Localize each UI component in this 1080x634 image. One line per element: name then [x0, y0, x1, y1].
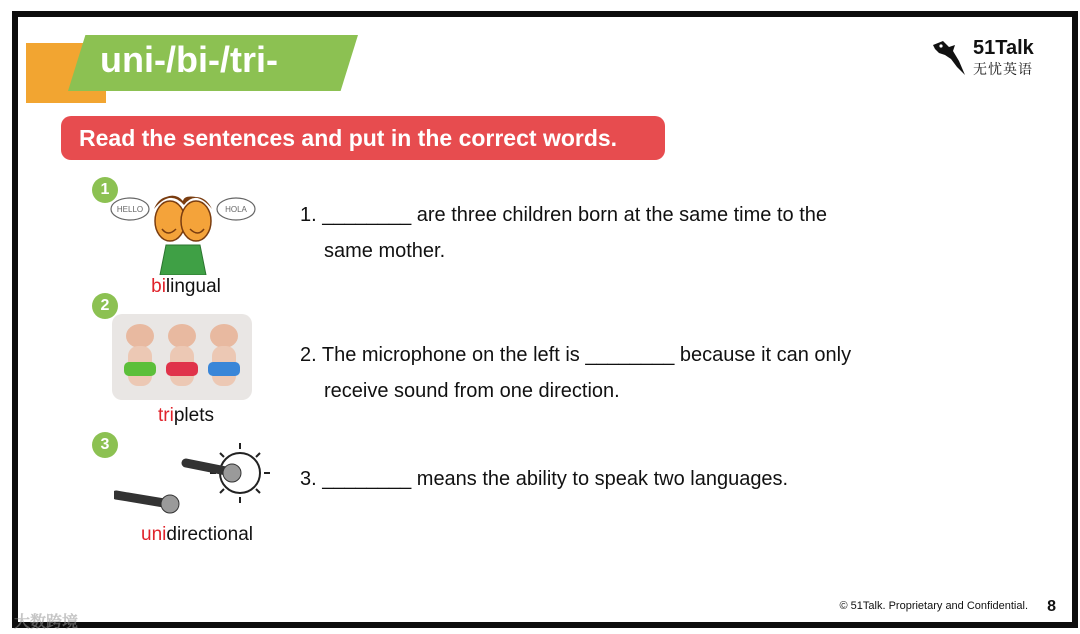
sentence-1	[300, 197, 827, 269]
word-unidirectional	[118, 524, 276, 546]
item-number-badge: 1	[92, 177, 118, 203]
sentence-line: 3. ________ means the ability to speak two languages.	[300, 468, 789, 490]
word-prefix: bi	[151, 276, 166, 297]
brand-logo	[929, 35, 1054, 79]
instruction-banner: Read the sentences and put in the correct words.	[61, 116, 665, 160]
word-rest: directional	[166, 524, 253, 545]
giraffe-logo-icon	[929, 37, 969, 77]
sentence-3	[300, 461, 788, 497]
word-bilingual	[126, 276, 246, 298]
sentence-line: 1. ________ are three children born at the same time to the	[300, 204, 828, 226]
word-rest: plets	[173, 405, 214, 426]
logo-brand-text: 51Talk	[973, 37, 1034, 59]
sentence-line: 2. The microphone on the left is ________ because it can only	[300, 344, 852, 366]
two-heads-speaking-icon	[110, 183, 256, 275]
word-prefix: tri	[158, 405, 174, 426]
logo-subtitle-text: 无忧英语	[973, 61, 1033, 77]
watermark: 大数跨境	[14, 614, 79, 631]
word-triplets	[126, 405, 246, 427]
sentence-line: same mother.	[324, 240, 446, 262]
sentence-line: receive sound from one direction.	[324, 380, 620, 402]
item-number-badge: 3	[92, 432, 118, 458]
bubble-right-text: HOLA	[225, 205, 247, 214]
word-rest: lingual	[165, 276, 221, 297]
bubble-left-text: HELLO	[116, 205, 144, 214]
sentence-2	[300, 337, 851, 409]
slide-title: uni-/bi-/tri-	[100, 39, 278, 80]
three-babies-photo	[112, 314, 252, 400]
microphones-icon	[114, 439, 274, 515]
slide-frame	[12, 11, 1078, 628]
copyright-footer: © 51Talk. Proprietary and Confidential.	[839, 600, 1028, 612]
word-prefix: uni	[141, 524, 167, 545]
item-number-badge: 2	[92, 293, 118, 319]
page-number: 8	[1047, 598, 1056, 615]
